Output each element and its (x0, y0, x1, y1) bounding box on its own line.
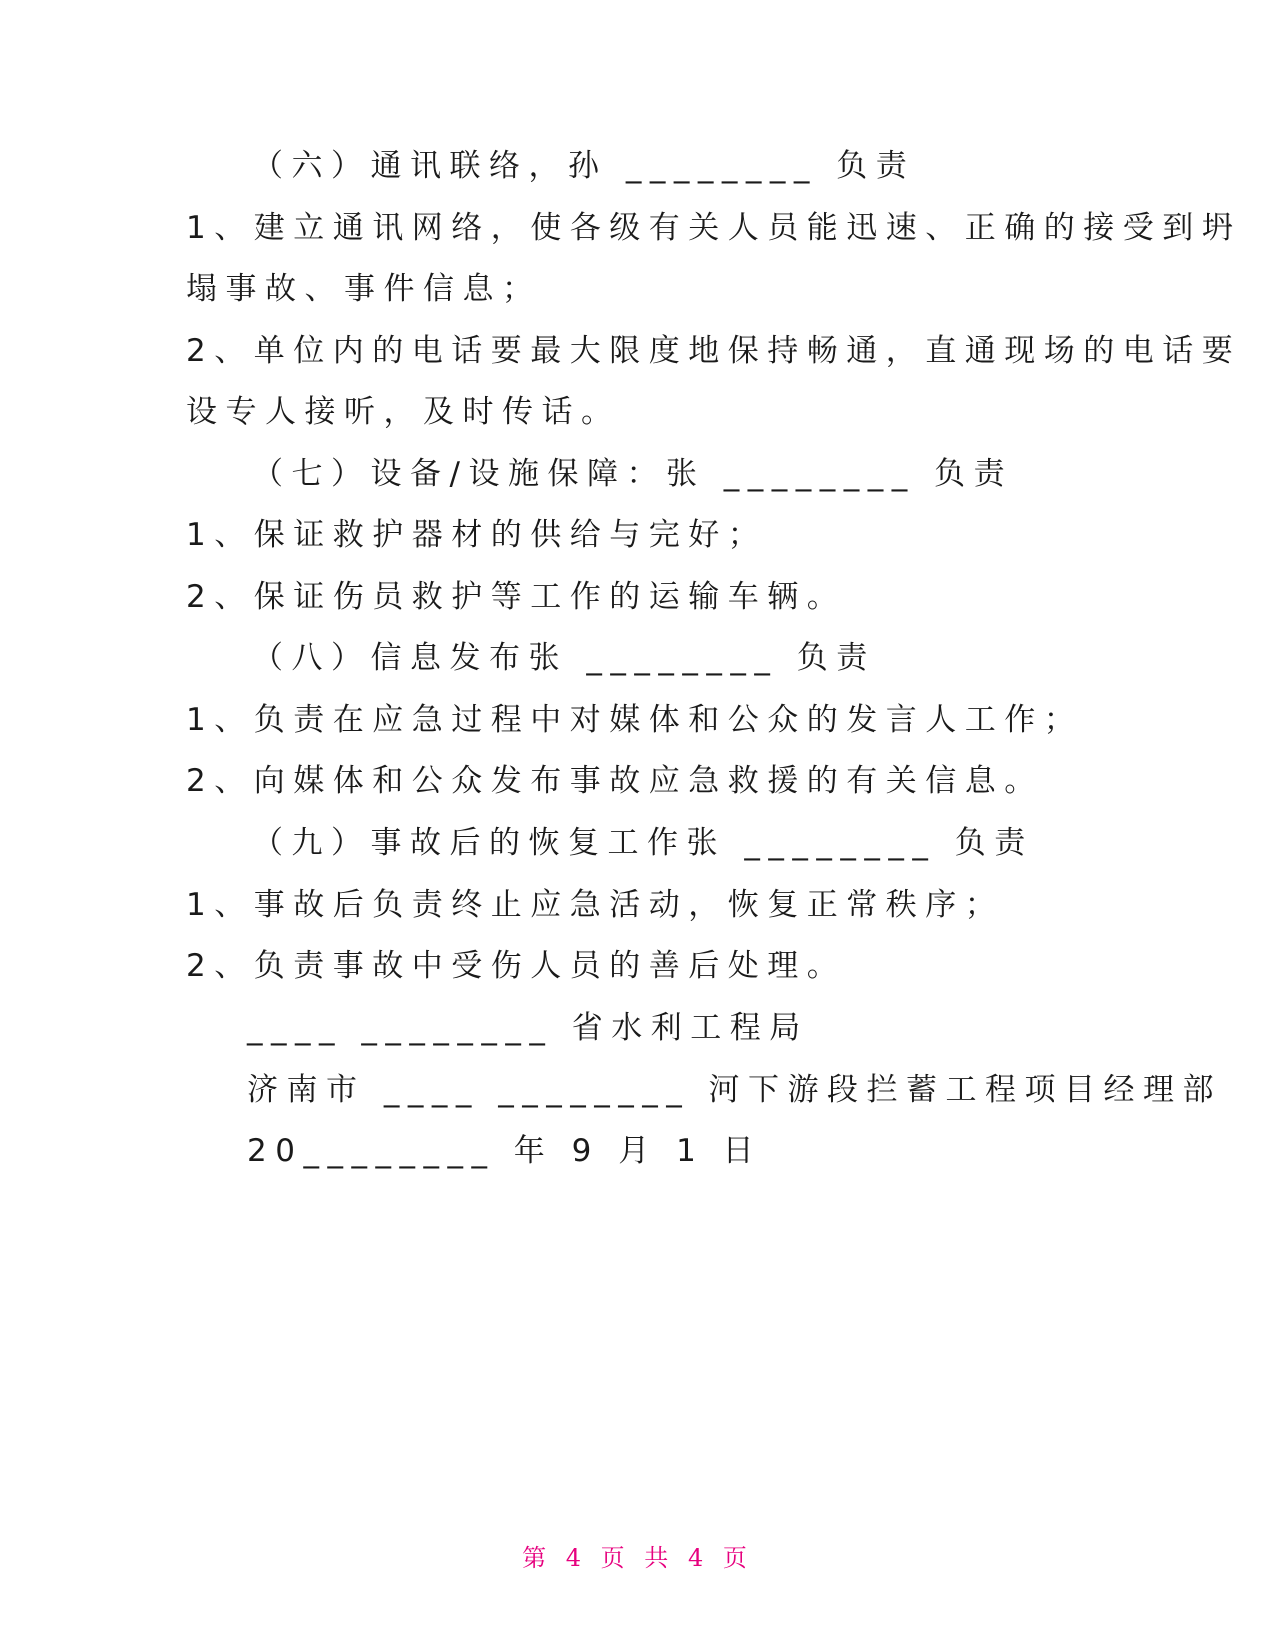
paragraph-line: 1、建立通讯网络，使各级有关人员能迅速、正确的接受到坍 (186, 210, 1242, 246)
paragraph-line: 设专人接听，及时传话。 (186, 394, 621, 430)
signature-date: 20________ 年 9 月 1 日 (247, 1133, 763, 1169)
paragraph-line: 2、负责事故中受伤人员的善后处理。 (186, 948, 847, 984)
signature-organization: ____ ________ 省水利工程局 (247, 1010, 809, 1046)
paragraph-line: 1、事故后负责终止应急活动，恢复正常秩序； (186, 887, 1005, 923)
section-heading-information: （八）信息发布张 ________ 负责 (252, 640, 876, 676)
paragraph-line: 1、保证救护器材的供给与完好； (186, 517, 768, 553)
paragraph-line: 塌事故、事件信息； (186, 271, 542, 307)
paragraph-line: 1、负责在应急过程中对媒体和公众的发言人工作； (186, 702, 1084, 738)
section-heading-communications: （六）通讯联络，孙 ________ 负责 (252, 148, 916, 184)
section-heading-recovery: （九）事故后的恢复工作张 ________ 负责 (252, 825, 1034, 861)
page-number-footer: 第 4 页 共 4 页 (522, 1544, 753, 1572)
paragraph-line: 2、单位内的电话要最大限度地保持畅通，直通现场的电话要 (186, 333, 1242, 369)
paragraph-line: 2、保证伤员救护等工作的运输车辆。 (186, 579, 847, 615)
section-heading-equipment: （七）设备/设施保障：张 ________ 负责 (252, 456, 1014, 492)
paragraph-line: 2、向媒体和公众发布事故应急救援的有关信息。 (186, 763, 1044, 799)
signature-department: 济南市 ____ ________ 河下游段拦蓄工程项目经理部 (247, 1072, 1223, 1108)
